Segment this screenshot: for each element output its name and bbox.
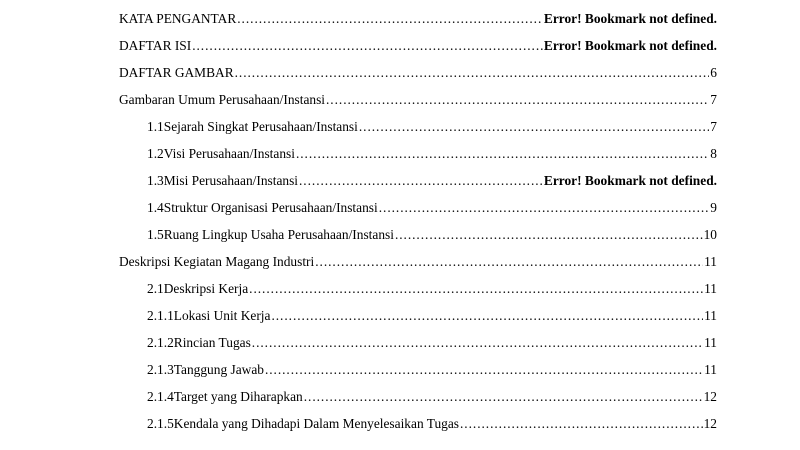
toc-entry-1-5[interactable] xyxy=(147,225,717,245)
toc-dot-leader xyxy=(192,36,543,56)
toc-entry-title: Tanggung Jawab xyxy=(173,362,264,377)
toc-entry-number: 1.2 xyxy=(147,146,164,161)
toc-entry-page-error: Error! Bookmark not defined. xyxy=(543,11,717,26)
toc-dot-leader xyxy=(237,9,543,29)
toc-entry-number: 2.1.4 xyxy=(147,389,174,404)
toc-entry-daftar-gambar[interactable] xyxy=(119,63,717,83)
toc-entry-number: 2.1.2 xyxy=(147,335,174,350)
toc-entry-number: 2.1.1 xyxy=(147,308,174,323)
toc-entry-2-1-5[interactable] xyxy=(147,414,717,434)
toc-entry-1-4[interactable] xyxy=(147,198,717,218)
toc-entry-1-2[interactable] xyxy=(147,144,717,164)
toc-entry-page: 11 xyxy=(704,254,717,269)
toc-dot-leader xyxy=(326,90,709,110)
toc-dot-leader xyxy=(359,117,709,137)
toc-entry-page-error: Error! Bookmark not defined. xyxy=(543,38,717,53)
toc-dot-leader xyxy=(296,144,709,164)
toc-entry-2-1[interactable] xyxy=(147,279,717,299)
toc-dot-leader xyxy=(299,171,543,191)
toc-entry-deskripsi-kegiatan[interactable] xyxy=(119,252,717,272)
toc-entry-page: 11 xyxy=(704,335,717,350)
toc-entry-1-3[interactable] xyxy=(147,171,717,191)
toc-entry-title: Ruang Lingkup Usaha Perusahaan/Instansi xyxy=(163,227,394,242)
toc-entry-number: 1.3 xyxy=(147,173,164,188)
toc-entry-number: 1.5 xyxy=(147,227,164,242)
toc-entry-title: Sejarah Singkat Perusahaan/Instansi xyxy=(163,119,358,134)
toc-entry-title: Gambaran Umum Perusahaan/Instansi xyxy=(119,92,326,107)
toc-entry-number: 2.1 xyxy=(147,281,164,296)
toc-entry-page: 9 xyxy=(710,200,717,215)
toc-dot-leader xyxy=(271,306,703,326)
toc-entry-title: Lokasi Unit Kerja xyxy=(173,308,271,323)
toc-entry-2-1-4[interactable] xyxy=(147,387,717,407)
toc-entry-page: 11 xyxy=(704,362,717,377)
toc-entry-2-1-1[interactable] xyxy=(147,306,717,326)
toc-entry-number: 1.4 xyxy=(147,200,164,215)
toc-dot-leader xyxy=(460,414,703,434)
toc-entry-2-1-3[interactable] xyxy=(147,360,717,380)
toc-entry-kata-pengantar[interactable] xyxy=(119,9,717,29)
toc-entry-title: Visi Perusahaan/Instansi xyxy=(163,146,295,161)
toc-entry-title: KATA PENGANTAR xyxy=(119,11,237,26)
toc-entry-title: Deskripsi Kegiatan Magang Industri xyxy=(119,254,315,269)
toc-entry-page: 7 xyxy=(710,92,717,107)
toc-dot-leader xyxy=(249,279,703,299)
toc-entry-2-1-2[interactable] xyxy=(147,333,717,353)
toc-entry-page: 12 xyxy=(703,416,717,431)
toc-dot-leader xyxy=(395,225,703,245)
toc-entry-title: DAFTAR GAMBAR xyxy=(119,65,234,80)
toc-entry-page: 6 xyxy=(710,65,717,80)
toc-entry-page: 11 xyxy=(704,308,717,323)
toc-dot-leader xyxy=(265,360,703,380)
toc-entry-page-error: Error! Bookmark not defined. xyxy=(543,173,717,188)
toc-entry-number: 2.1.5 xyxy=(147,416,174,431)
toc-entry-title: Kendala yang Dihadapi Dalam Menyelesaikan Tugas xyxy=(173,416,460,431)
toc-entry-title: Struktur Organisasi Perusahaan/Instansi xyxy=(163,200,378,215)
toc-entry-page: 7 xyxy=(710,119,717,134)
toc-entry-title: Deskripsi Kerja xyxy=(163,281,249,296)
toc-entry-title: DAFTAR ISI xyxy=(119,38,192,53)
toc-dot-leader xyxy=(315,252,703,272)
toc-dot-leader xyxy=(252,333,703,353)
toc-entry-title: Target yang Diharapkan xyxy=(173,389,303,404)
toc-entry-number: 1.1 xyxy=(147,119,164,134)
toc-entry-page: 10 xyxy=(703,227,717,242)
toc-entry-number: 2.1.3 xyxy=(147,362,174,377)
toc-entry-page: 12 xyxy=(703,389,717,404)
toc-entry-page: 8 xyxy=(710,146,717,161)
toc-entry-gambaran-umum[interactable] xyxy=(119,90,717,110)
toc-entry-title: Misi Perusahaan/Instansi xyxy=(163,173,299,188)
toc-entry-1-1[interactable] xyxy=(147,117,717,137)
toc-entry-daftar-isi[interactable] xyxy=(119,36,717,56)
toc-entry-title: Rincian Tugas xyxy=(173,335,251,350)
toc-dot-leader xyxy=(235,63,710,83)
toc-dot-leader xyxy=(304,387,703,407)
toc-dot-leader xyxy=(379,198,710,218)
toc-entry-page: 11 xyxy=(704,281,717,296)
